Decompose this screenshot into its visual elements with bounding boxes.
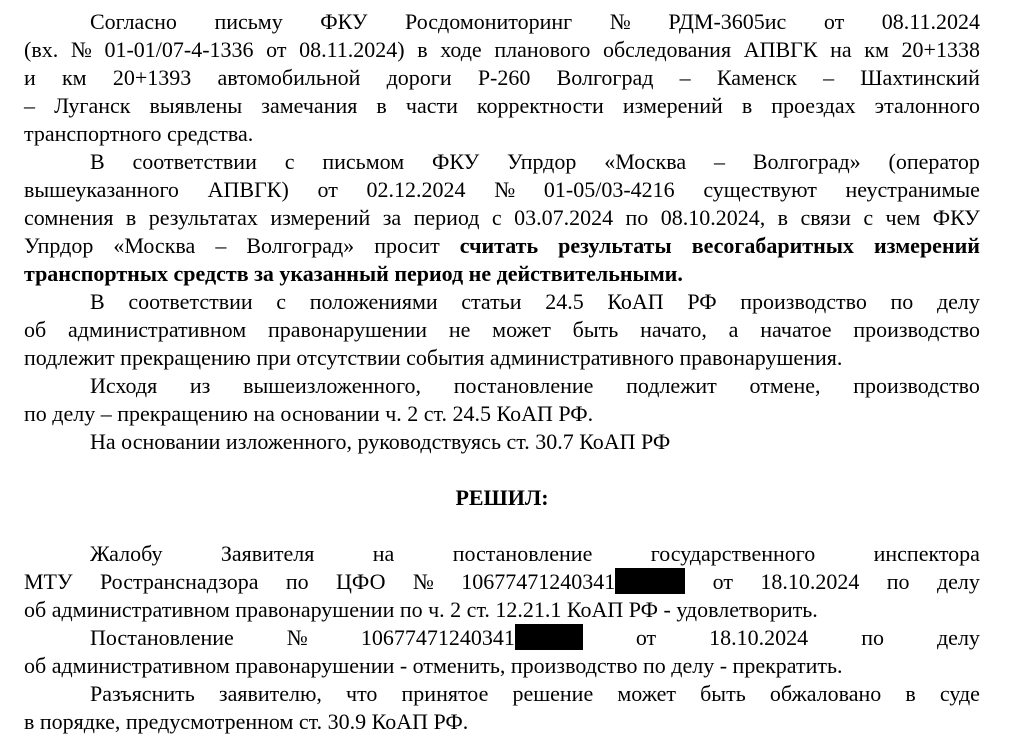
word: быть <box>700 681 746 706</box>
word: от <box>712 569 733 594</box>
word: заявителю, <box>218 681 322 706</box>
word: с <box>284 149 295 174</box>
word: Жалобу <box>90 541 163 566</box>
word: период <box>413 205 480 230</box>
word: по <box>861 625 884 650</box>
decision-1-line-2 <box>24 568 980 596</box>
word: № <box>412 569 434 594</box>
word: эталонного <box>874 93 980 118</box>
word: соответствии <box>132 149 257 174</box>
decision-heading: РЕШИЛ: <box>455 485 549 510</box>
word: планового <box>494 37 591 62</box>
word: из <box>189 373 211 398</box>
word: ЦФО <box>336 569 386 594</box>
word: вышеизложенного, <box>243 373 422 398</box>
word: выявлены <box>149 93 243 118</box>
word: 01-05/03-4216 <box>543 177 675 202</box>
word: «Москва <box>604 149 687 174</box>
word: принятое <box>401 681 489 706</box>
word: Каменск <box>716 65 797 90</box>
word: государственного <box>650 541 816 566</box>
word: корректности <box>476 93 604 118</box>
resolution-number-2: 10677471240341 <box>361 624 583 652</box>
word: – <box>823 65 835 90</box>
word: существуют <box>703 177 817 202</box>
word: Упрдор <box>507 149 577 174</box>
paragraph-3-line-1 <box>90 288 980 316</box>
word: Р-260 <box>477 65 531 90</box>
word: № <box>70 37 92 62</box>
decision-2-line-1 <box>90 624 980 652</box>
word: на <box>830 37 852 62</box>
word: за <box>382 205 402 230</box>
word: В <box>90 149 105 174</box>
word: делу <box>936 289 980 314</box>
word: Постановление <box>90 625 234 650</box>
decision-3-line-1 <box>90 680 980 708</box>
decision-1-line-1 <box>90 540 980 568</box>
word: 20+1393 <box>112 65 192 90</box>
paragraph-1-line-1 <box>90 8 980 36</box>
word: правонарушении <box>267 317 427 342</box>
word: в <box>741 93 753 118</box>
word: от <box>823 9 845 34</box>
word: В <box>90 289 105 314</box>
word: чем <box>885 205 921 230</box>
word: Согласно <box>90 9 177 34</box>
word: постановление <box>452 541 593 566</box>
word: Разъяснить <box>90 681 195 706</box>
word: вышеуказанного <box>24 177 179 202</box>
word: в <box>777 205 789 230</box>
word: 02.12.2024 <box>366 177 466 202</box>
word: письмом <box>322 149 405 174</box>
decision-1-line-3: об административном правонарушении по ч. 2 ст. 12.21.1 КоАП РФ - удовлетворить. <box>24 597 818 622</box>
word: ФКУ <box>431 149 480 174</box>
word: Волгоград» <box>752 149 861 174</box>
paragraph-4-line-1 <box>90 372 980 400</box>
word: связи <box>800 205 851 230</box>
word: автомобильной <box>217 65 361 90</box>
word: 20+1338 <box>901 37 980 62</box>
paragraph-2-line-5-bold: транспортных средств за указанный период не действительными. <box>24 261 683 286</box>
word: письму <box>214 9 283 34</box>
word: об <box>24 317 47 342</box>
decision-3-line-2: в порядке, предусмотренном ст. 30.9 КоАП РФ. <box>24 709 469 734</box>
word: Луганск <box>54 93 131 118</box>
word: обследования <box>602 37 732 62</box>
word: 03.07.2024 <box>514 205 614 230</box>
word: – <box>679 65 691 90</box>
redaction-block-2 <box>515 624 583 650</box>
redaction-block-1 <box>615 568 685 594</box>
word: от <box>266 37 287 62</box>
word: что <box>346 681 378 706</box>
word: – <box>24 93 35 118</box>
word: Исходя <box>90 373 158 398</box>
word: результатах <box>148 205 258 230</box>
word: в <box>905 681 916 706</box>
word: 08.11.2024 <box>881 9 980 34</box>
bold-word: весогабаритных <box>691 233 854 258</box>
word: обжаловано <box>769 681 882 706</box>
word: измерений <box>270 205 371 230</box>
word: может <box>492 317 551 342</box>
word: неустранимые <box>845 177 980 202</box>
word: ходе <box>440 37 482 62</box>
word: Шахтинский <box>860 65 980 90</box>
paragraph-2-line-2 <box>24 176 980 204</box>
word: ФКУ <box>320 9 368 34</box>
word: в <box>376 93 387 118</box>
word: от <box>635 625 657 650</box>
word: может <box>617 681 676 706</box>
word: 01-01/07-4-1336 <box>104 37 254 62</box>
word: дороги <box>386 65 452 90</box>
word: отмене, <box>749 373 821 398</box>
word: № <box>609 9 631 34</box>
paragraph-1-line-2 <box>24 36 980 64</box>
word: положениями <box>309 289 438 314</box>
word: РФ <box>687 289 717 314</box>
word: в <box>417 37 428 62</box>
word: Росдомониторинг <box>405 9 573 34</box>
word: с <box>276 289 287 314</box>
word: не <box>448 317 471 342</box>
word: по <box>886 569 910 594</box>
word: км <box>61 65 87 90</box>
word: статьи <box>461 289 522 314</box>
word: производство <box>853 373 980 398</box>
word: – <box>713 149 725 174</box>
word: замечания <box>261 93 358 118</box>
word: Волгоград <box>556 65 654 90</box>
word: административном <box>68 317 247 342</box>
word: Упрдор <box>24 233 94 258</box>
word: 24.5 <box>545 289 584 314</box>
word: км <box>864 37 889 62</box>
word: с <box>491 205 502 230</box>
word: части <box>405 93 458 118</box>
word: ФКУ <box>932 205 980 230</box>
paragraph-4-line-2: по делу – прекращению на основании ч. 2 ст. 24.5 КоАП РФ. <box>24 401 594 426</box>
word: измерений <box>622 93 723 118</box>
word: (оператор <box>888 149 980 174</box>
word: Ространснадзора <box>99 569 259 594</box>
word: соответствии <box>128 289 253 314</box>
word: 08.11.2024) <box>299 37 405 62</box>
word: № <box>494 177 516 202</box>
word: (вх. <box>24 37 59 62</box>
word: Заявителя <box>220 541 315 566</box>
word: проездах <box>771 93 856 118</box>
word: от <box>317 177 338 202</box>
resolution-number-1: 10677471240341 <box>461 568 685 596</box>
word: сомнения <box>24 205 114 230</box>
word: постановление <box>453 373 594 398</box>
word: № <box>286 625 308 650</box>
word: – <box>215 233 227 258</box>
word: а <box>728 317 739 342</box>
paragraph-1-line-5: транспортного средства. <box>24 121 254 146</box>
decision-2-line-2: об административном правонарушении - отменить, производство по делу - прекратить. <box>24 653 843 678</box>
word: по <box>625 205 649 230</box>
word: АПВГК) <box>207 177 289 202</box>
word: 18.10.2024 <box>709 625 809 650</box>
word: решение <box>512 681 594 706</box>
word: производство <box>853 317 980 342</box>
word: делу <box>936 625 980 650</box>
word: МТУ <box>24 569 73 594</box>
bold-word: считать <box>459 233 539 258</box>
paragraph-2-line-1 <box>90 148 980 176</box>
word: и <box>24 65 36 90</box>
word: РДМ-3605ис <box>668 9 787 34</box>
word: начато, <box>640 317 707 342</box>
paragraph-1-line-3 <box>24 64 980 92</box>
paragraph-3-line-3: подлежит прекращению при отсутствии события административного правонарушения. <box>24 345 843 370</box>
word: КоАП <box>607 289 664 314</box>
paragraph-1-line-4 <box>24 92 980 120</box>
word: 18.10.2024 <box>760 569 860 594</box>
word: начатое <box>760 317 832 342</box>
word: АПВГК <box>743 37 818 62</box>
word: Волгоград» <box>246 233 355 258</box>
word: подлежит <box>626 373 717 398</box>
word: быть <box>572 317 619 342</box>
word: по <box>285 569 309 594</box>
word: с <box>863 205 874 230</box>
word: просит <box>374 233 440 258</box>
word: делу <box>936 569 980 594</box>
paragraph-5-line-1: На основании изложенного, руководствуясь ст. 30.7 КоАП РФ <box>90 429 671 454</box>
word: суде <box>939 681 980 706</box>
word: инспектора <box>873 541 980 566</box>
word: 08.10.2024, <box>660 205 766 230</box>
paragraph-3-line-2 <box>24 316 980 344</box>
paragraph-2-line-4 <box>24 232 980 260</box>
bold-word: результаты <box>558 233 672 258</box>
word: «Москва <box>113 233 196 258</box>
word: производство <box>740 289 867 314</box>
word: в <box>125 205 137 230</box>
paragraph-2-line-3 <box>24 204 980 232</box>
word: по <box>890 289 914 314</box>
word: на <box>372 541 395 566</box>
bold-word: измерений <box>873 233 980 258</box>
